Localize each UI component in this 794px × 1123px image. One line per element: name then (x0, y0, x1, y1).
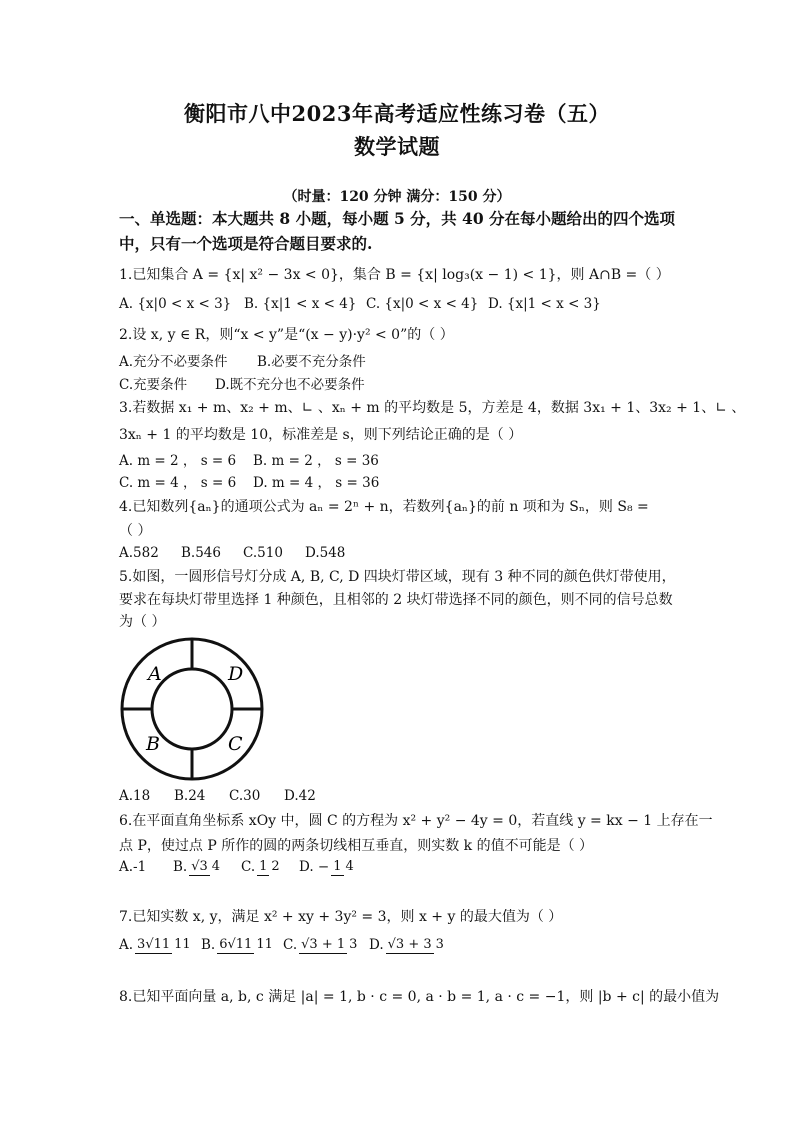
fraction-denominator: 4 (345, 859, 354, 874)
q6-option-c (241, 858, 299, 876)
q5-options (119, 788, 316, 804)
q4-option-d: D.548 (305, 545, 346, 561)
q6-option-b-fraction (189, 858, 222, 876)
fraction-denominator: 11 (256, 937, 273, 952)
exam-title: 衡阳市八中2023年高考适应性练习卷（五） (184, 101, 610, 126)
fraction-numerator: 1 (259, 859, 268, 874)
q2-option-d: D.既不充分也不必要条件 (215, 377, 365, 393)
fraction-denominator: 3 (349, 937, 358, 952)
q3-options-row2 (119, 471, 379, 491)
q5-option-a: A.18 (119, 788, 151, 804)
q7-option-c-label: C. (283, 936, 298, 953)
fraction-numerator: √3 + 3 (387, 937, 432, 952)
q7-option-a (119, 936, 201, 954)
exam-meta: （时量：120 分钟 满分：150 分） (283, 189, 511, 205)
q6-options (119, 858, 358, 876)
q6-option-d (299, 858, 358, 876)
q4-option-c: C.510 (243, 545, 283, 561)
q6-option-c-label: C. (241, 858, 256, 875)
q7-option-b-label: B. (201, 936, 216, 953)
region-label-d: D (228, 663, 244, 685)
q7-option-d-fraction (386, 936, 446, 954)
q6-option-b (173, 858, 241, 876)
q7-option-a-fraction (135, 936, 193, 954)
q4-option-b: B.546 (181, 545, 221, 561)
fraction-denominator: 11 (174, 937, 191, 952)
q6-option-a: A.-1 (119, 859, 147, 875)
q4-stem-line1: 4.已知数列{aₙ}的通项公式为 aₙ = 2ⁿ + n，若数列{aₙ}的前 n 项和为 Sₙ，则 S₈ = (119, 499, 649, 515)
q7-option-d (369, 936, 448, 954)
q1-option-b: B. {x|1 < x < 4} (244, 296, 357, 312)
q3-option-d: D. m = 4 ， s = 36 (253, 475, 380, 491)
q7-option-b-fraction (217, 936, 275, 954)
fraction-numerator: √3 + 1 (301, 937, 346, 952)
q7-option-c-fraction (299, 936, 359, 954)
q1-option-d: D. {x|1 < x < 3} (488, 296, 601, 312)
q2-options-row1 (119, 350, 366, 370)
region-label-a: A (148, 663, 162, 685)
q3-options-row1 (119, 449, 379, 469)
section-heading: 一、单选题：本大题共 8 小题，每小题 5 分，共 40 分在每小题给出的四个选项中，只有一个选项是符合题目要求的. (119, 209, 676, 253)
fraction-numerator: 6√11 (219, 937, 253, 952)
fraction-denominator: 2 (271, 859, 280, 874)
q6-option-c-fraction (257, 858, 282, 876)
q2-option-a: A.充分不必要条件 (119, 354, 228, 370)
q1-option-a: A. {x|0 < x < 3} (119, 296, 232, 312)
q3-stem-line2: 3xₙ + 1 的平均数是 10，标准差是 s，则下列结论正确的是（ ） (119, 427, 523, 443)
exam-subtitle: 数学试题 (354, 134, 440, 159)
q2-option-c: C.充要条件 (119, 377, 188, 393)
q6-option-d-label: D. − (299, 858, 330, 875)
inner-ring (152, 669, 232, 749)
fraction-numerator: 1 (333, 859, 342, 874)
region-label-b: B (146, 733, 160, 755)
q5-stem-line3: 为（ ） (119, 614, 166, 630)
q7-option-a-label: A. (119, 936, 134, 953)
q3-option-b: B. m = 2 ， s = 36 (253, 453, 379, 469)
q7-option-c (283, 936, 369, 954)
q5-option-c: C.30 (229, 788, 261, 804)
q7-stem: 7.已知实数 x, y，满足 x² + xy + 3y² = 3，则 x + y 的最大值为（ ） (119, 909, 563, 925)
q2-options-row2 (119, 373, 365, 393)
q2-stem: 2.设 x, y ∈ R，则“x < y”是“(x − y)·y² < 0”的（ ） (119, 327, 454, 343)
q8-stem: 8.已知平面向量 a, b, c 满足 |a| = 1, b · c = 0, a · b = 1, a · c = −1，则 |b + c| 的最小值为 (119, 989, 720, 1005)
q7-option-d-label: D. (369, 936, 384, 953)
q1-options (119, 296, 601, 312)
q7-option-b (201, 936, 283, 954)
q2-option-b: B.必要不充分条件 (257, 354, 366, 370)
q4-options (119, 545, 345, 561)
q3-option-c: C. m = 4 ， s = 6 (119, 475, 237, 491)
q3-stem-line1: 3.若数据 x₁ + m、x₂ + m、∟ 、xₙ + m 的平均数是 5，方差是 4，数据 3x₁ + 1、3x₂ + 1、∟ 、 (119, 400, 746, 416)
q3-option-a: A. m = 2 ， s = 6 (119, 453, 237, 469)
region-label-c: C (228, 733, 243, 755)
q6-option-b-label: B. (173, 858, 188, 875)
fraction-numerator: 3√11 (137, 937, 171, 952)
q1-option-c: C. {x|0 < x < 4} (366, 296, 479, 312)
q6-stem-line2: 点 P，使过点 P 所作的圆的两条切线相互垂直，则实数 k 的值不可能是（ ） (119, 838, 594, 854)
fraction-denominator: 4 (211, 859, 221, 874)
q5-option-d: D.42 (284, 788, 316, 804)
fraction-numerator: √3 (191, 859, 208, 874)
q7-options (119, 936, 448, 954)
q5-option-b: B.24 (174, 788, 206, 804)
q4-stem-line2: （ ） (119, 523, 152, 539)
q5-stem-line2: 要求在每块灯带里选择 1 种颜色，且相邻的 2 块灯带选择不同的颜色，则不同的信号总数 (119, 592, 673, 608)
signal-light-figure (118, 632, 278, 786)
fraction-denominator: 3 (435, 937, 444, 952)
q1-stem: 1.已知集合 A = {x| x² − 3x < 0}，集合 B = {x| log₃(x − 1) < 1}，则 A∩B =（ ） (119, 267, 670, 283)
q6-stem-line1: 6.在平面直角坐标系 xOy 中，圆 C 的方程为 x² + y² − 4y = 0，若直线 y = kx − 1 上存在一 (119, 813, 713, 829)
q4-option-a: A.582 (119, 545, 159, 561)
q6-option-d-fraction (331, 858, 356, 876)
q5-stem-line1: 5.如图，一圆形信号灯分成 A, B, C, D 四块灯带区域，现有 3 种不同的颜色供灯带使用， (119, 569, 676, 585)
